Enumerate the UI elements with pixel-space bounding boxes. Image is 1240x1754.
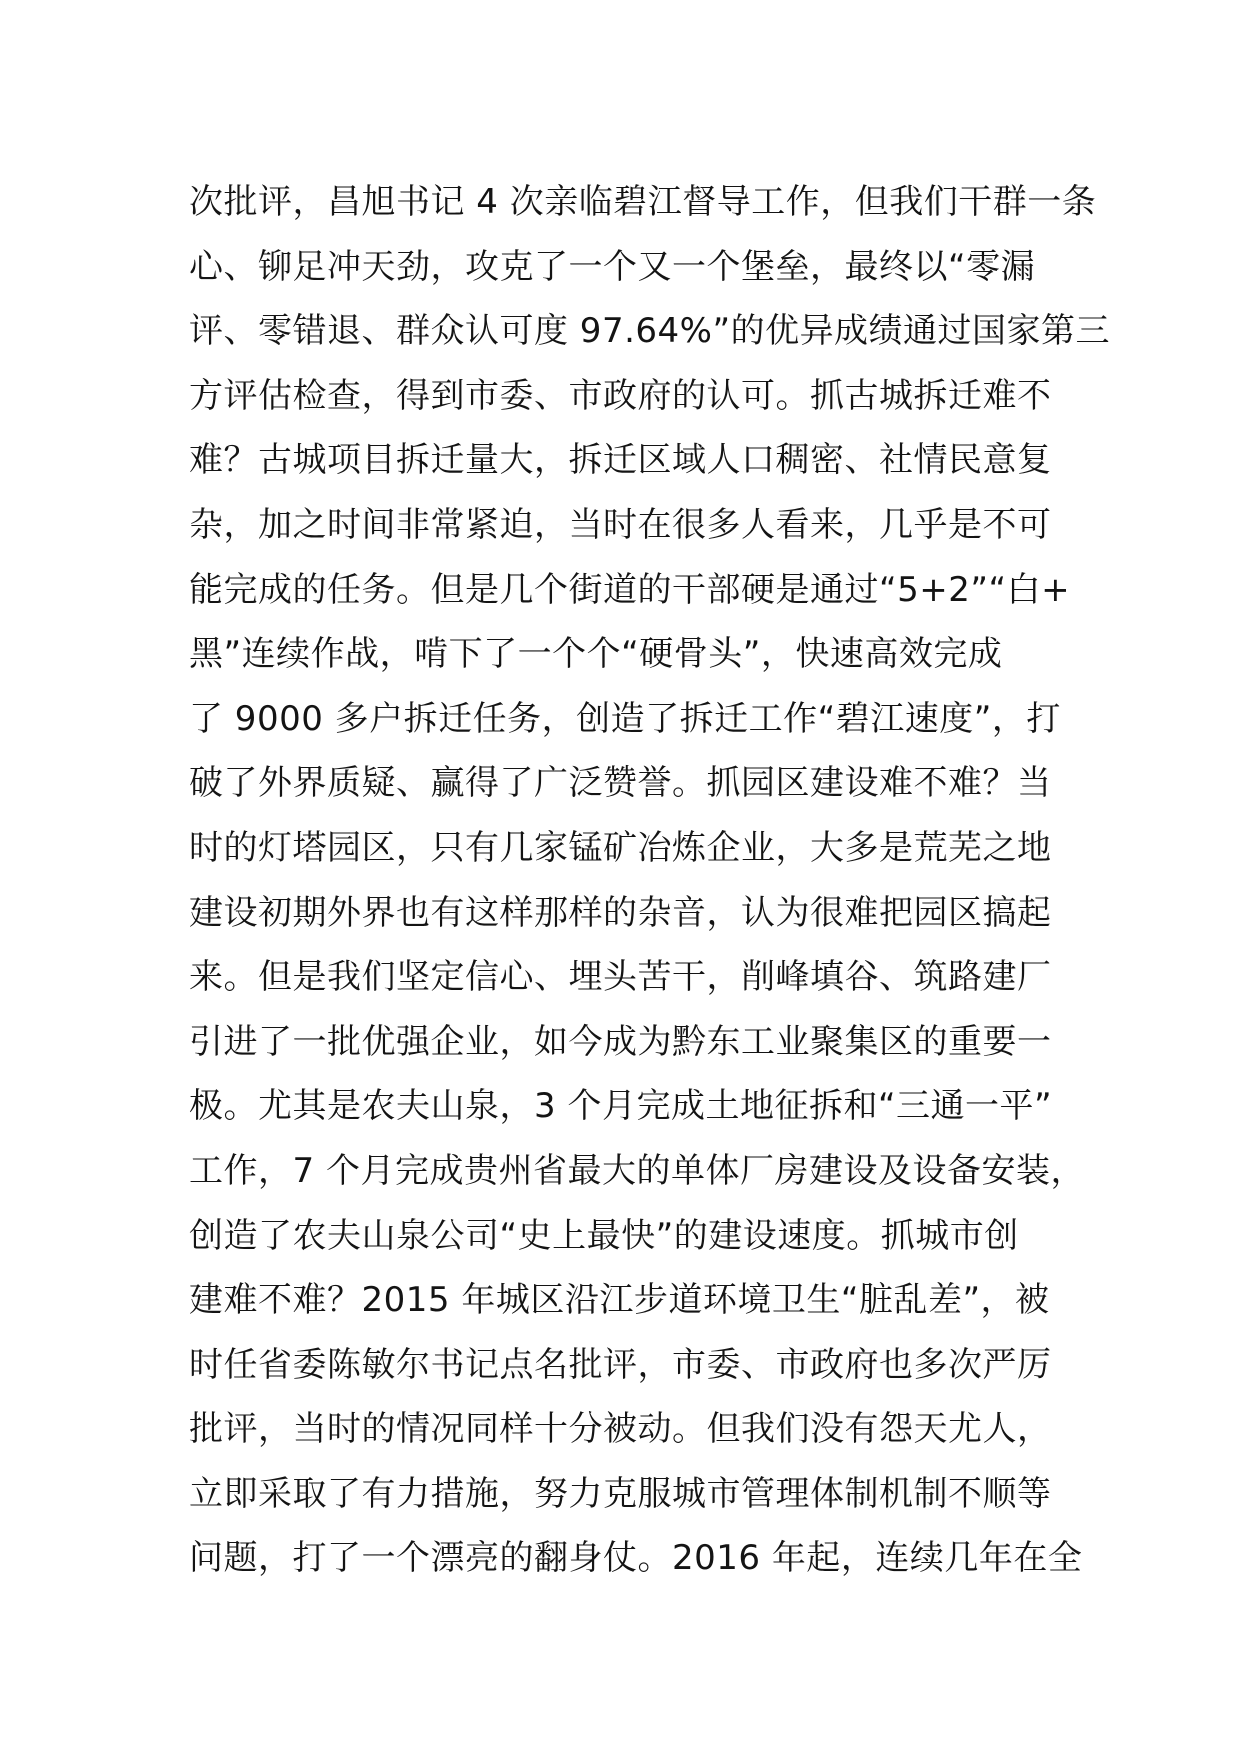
text-line: 时的灯塔园区，只有几家锰矿冶炼企业，大多是荒芜之地 [189, 827, 1052, 868]
text-line: 心、铆足冲天劲，攻克了一个又一个堡垒，最终以“零漏 [189, 246, 1036, 287]
text-line: 难？古城项目拆迁量大，拆迁区域人口稠密、社情民意复 [189, 440, 1052, 481]
text-line: 次批评，昌旭书记 4 次亲临碧江督导工作，但我们干群一条 [189, 182, 1097, 222]
text-line: 立即采取了有力措施，努力克服城市管理体制机制不顺等 [189, 1473, 1052, 1514]
text-line: 来。但是我们坚定信心、埋头苦干，削峰填谷、筑路建厂 [189, 957, 1052, 998]
body-text [189, 170, 1111, 1591]
text-line: 工作，7 个月完成贵州省最大的单体厂房建设及设备安装， [189, 1150, 1085, 1191]
text-line: 批评，当时的情况同样十分被动。但我们没有怨天尤人， [189, 1409, 1052, 1450]
text-line: 黑”连续作战，啃下了一个个“硬骨头”，快速高效完成 [189, 634, 1003, 675]
text-line: 方评估检查，得到市委、市政府的认可。抓古城拆迁难不 [189, 375, 1052, 416]
text-line: 创造了农夫山泉公司“史上最快”的建设速度。抓城市创 [189, 1215, 1019, 1256]
text-line: 建难不难？2015 年城区沿江步道环境卫生“脏乱差”，被 [189, 1280, 1050, 1321]
text-line: 建设初期外界也有这样那样的杂音，认为很难把园区搞起 [189, 892, 1052, 933]
text-line: 极。尤其是农夫山泉，3 个月完成土地征拆和“三通一平” [189, 1086, 1053, 1127]
text-line: 问题，打了一个漂亮的翻身仗。2016 年起，连续几年在全 [189, 1538, 1083, 1579]
text-line: 杂，加之时间非常紧迫，当时在很多人看来，几乎是不可 [189, 504, 1052, 545]
text-line: 能完成的任务。但是几个街道的干部硬是通过“5+2”“白+ [189, 569, 1071, 610]
text-line: 引进了一批优强企业，如今成为黔东工业聚集区的重要一 [189, 1021, 1052, 1062]
text-line: 了 9000 多户拆迁任务，创造了拆迁工作“碧江速度”，打 [189, 698, 1061, 739]
text-line: 评、零错退、群众认可度 97.64%”的优异成绩通过国家第三 [189, 311, 1111, 352]
text-line: 时任省委陈敏尔书记点名批评，市委、市政府也多次严厉 [189, 1344, 1052, 1385]
text-line: 破了外界质疑、赢得了广泛赞誉。抓园区建设难不难？当 [189, 763, 1052, 804]
